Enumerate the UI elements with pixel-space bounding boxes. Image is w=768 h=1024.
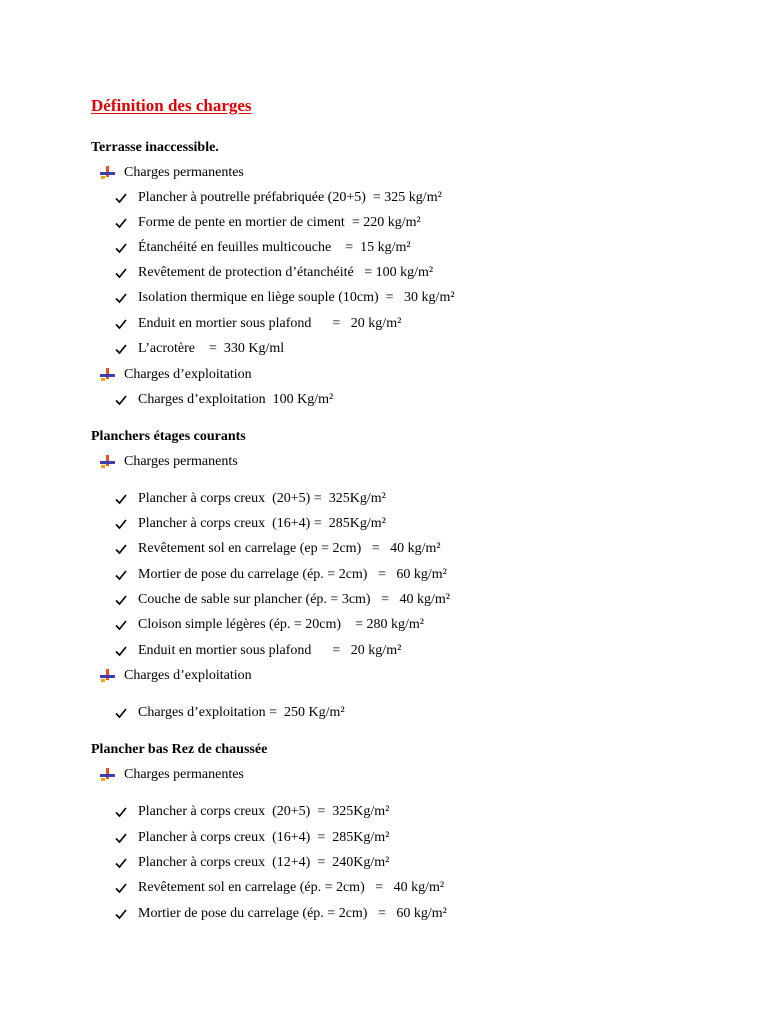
item-text: Plancher à poutrelle préfabriquée (20+5) = 325 kg/m²: [138, 190, 442, 205]
item-text: Forme de pente en mortier de ciment = 220 kg/m²: [138, 215, 421, 230]
list-item: [114, 516, 386, 532]
item-text: Revêtement de protection d’étanchéité = 100 kg/m²: [138, 265, 434, 280]
checkmark-icon: [114, 342, 128, 356]
group-label: Charges permanentes: [124, 165, 244, 180]
group-charges-exploitation: [100, 668, 252, 684]
list-item: [114, 617, 424, 633]
item-text: Plancher à corps creux (16+4) = 285Kg/m²: [138, 516, 386, 531]
list-item: [114, 592, 450, 608]
item-text: L’acrotère = 330 Kg/ml: [138, 341, 285, 356]
item-text: Revêtement sol en carrelage (ép. = 2cm) = 40 kg/m²: [138, 880, 445, 895]
item-text: Plancher à corps creux (16+4) = 285Kg/m²: [138, 830, 390, 845]
list-item: [114, 341, 284, 357]
list-item: [114, 190, 442, 206]
item-text: Isolation thermique en liège souple (10cm) = 30 kg/m²: [138, 290, 455, 305]
list-item: [114, 643, 401, 659]
list-item: [114, 880, 444, 896]
arrow-bullet-icon: [100, 455, 115, 469]
item-text: Étanchéité en feuilles multicouche = 15 kg/m²: [138, 240, 411, 255]
list-item: [114, 804, 389, 820]
checkmark-icon: [114, 881, 128, 895]
list-item: [114, 392, 333, 408]
checkmark-icon: [114, 831, 128, 845]
list-item: [114, 316, 401, 332]
group-charges-exploitation: [100, 367, 252, 383]
section-heading-rez-de-chaussee: Plancher bas Rez de chaussée: [91, 742, 268, 757]
item-text: Couche de sable sur plancher (ép. = 3cm) = 40 kg/m²: [138, 592, 450, 607]
group-label: Charges d’exploitation: [124, 668, 252, 683]
group-charges-permanentes: [100, 165, 244, 181]
list-item: [114, 240, 411, 256]
item-text: Charges d’exploitation = 250 Kg/m²: [138, 705, 345, 720]
checkmark-icon: [114, 542, 128, 556]
item-text: Plancher à corps creux (20+5) = 325Kg/m²: [138, 491, 386, 506]
checkmark-icon: [114, 907, 128, 921]
list-item: [114, 491, 386, 507]
checkmark-icon: [114, 706, 128, 720]
checkmark-icon: [114, 644, 128, 658]
item-text: Revêtement sol en carrelage (ep = 2cm) = 40 kg/m²: [138, 541, 441, 556]
section-heading-terrasse: Terrasse inaccessible.: [91, 140, 219, 155]
arrow-bullet-icon: [100, 166, 115, 180]
group-charges-permanents: [100, 454, 238, 470]
arrow-bullet-icon: [100, 669, 115, 683]
checkmark-icon: [114, 291, 128, 305]
item-text: Plancher à corps creux (12+4) = 240Kg/m²: [138, 855, 390, 870]
checkmark-icon: [114, 618, 128, 632]
item-text: Enduit en mortier sous plafond = 20 kg/m²: [138, 643, 402, 658]
checkmark-icon: [114, 216, 128, 230]
list-item: [114, 215, 421, 231]
list-item: [114, 541, 441, 557]
checkmark-icon: [114, 517, 128, 531]
arrow-bullet-icon: [100, 768, 115, 782]
item-text: Enduit en mortier sous plafond = 20 kg/m²: [138, 316, 402, 331]
checkmark-icon: [114, 317, 128, 331]
item-text: Mortier de pose du carrelage (ép. = 2cm) = 60 kg/m²: [138, 906, 447, 921]
list-item: [114, 265, 433, 281]
page-title: Définition des charges: [91, 96, 252, 115]
group-label: Charges permanentes: [124, 767, 244, 782]
list-item: [114, 290, 455, 306]
group-charges-permanentes: [100, 767, 244, 783]
checkmark-icon: [114, 241, 128, 255]
group-label: Charges d’exploitation: [124, 367, 252, 382]
checkmark-icon: [114, 805, 128, 819]
checkmark-icon: [114, 593, 128, 607]
checkmark-icon: [114, 568, 128, 582]
list-item: [114, 567, 447, 583]
section-heading-etages: Planchers étages courants: [91, 429, 246, 444]
item-text: Plancher à corps creux (20+5) = 325Kg/m²: [138, 804, 390, 819]
checkmark-icon: [114, 856, 128, 870]
item-text: Charges d’exploitation 100 Kg/m²: [138, 392, 334, 407]
list-item: [114, 705, 345, 721]
item-text: Mortier de pose du carrelage (ép. = 2cm) = 60 kg/m²: [138, 567, 447, 582]
checkmark-icon: [114, 266, 128, 280]
item-text: Cloison simple légères (ép. = 20cm) = 280 kg/m²: [138, 617, 424, 632]
arrow-bullet-icon: [100, 368, 115, 382]
group-label: Charges permanents: [124, 454, 238, 469]
list-item: [114, 855, 389, 871]
list-item: [114, 830, 389, 846]
checkmark-icon: [114, 393, 128, 407]
checkmark-icon: [114, 492, 128, 506]
list-item: [114, 906, 447, 922]
checkmark-icon: [114, 191, 128, 205]
